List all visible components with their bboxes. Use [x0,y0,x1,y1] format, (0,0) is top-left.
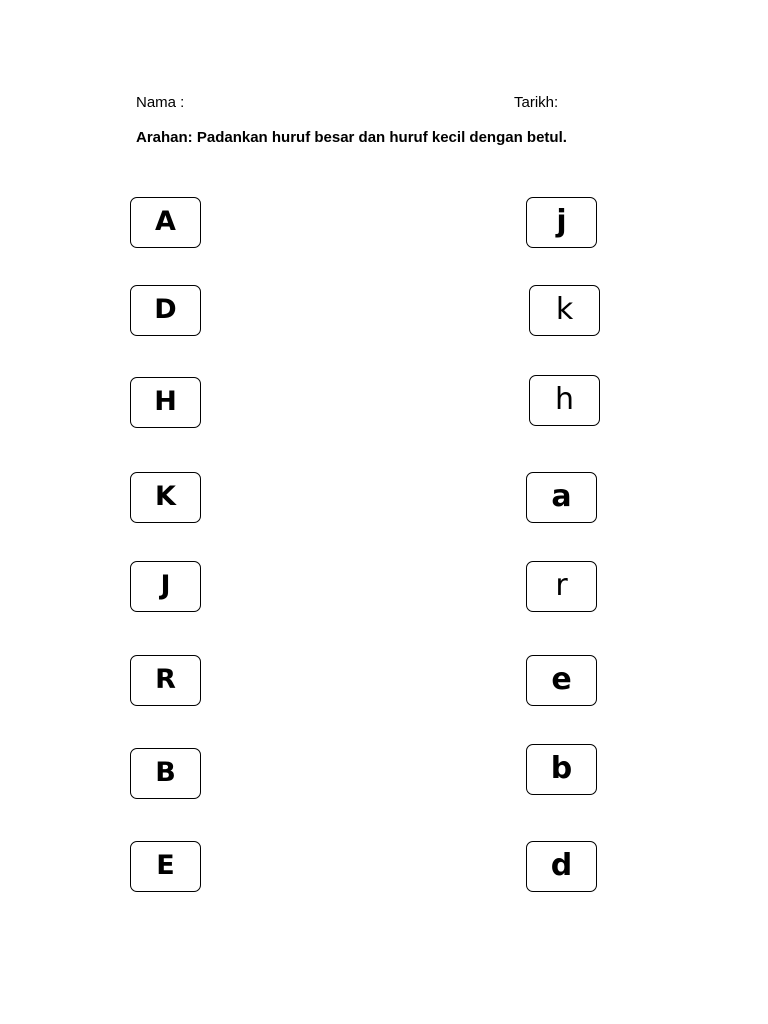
lowercase-box-d[interactable] [526,841,597,892]
lowercase-letter: a [551,478,572,514]
date-label: Tarikh: [514,94,559,111]
lowercase-letter: d [550,847,573,883]
uppercase-box-j[interactable] [130,561,201,612]
uppercase-letter: A [155,206,176,237]
uppercase-letter: H [154,386,177,417]
uppercase-box-r[interactable] [130,655,201,706]
instruction-text: Arahan: Padankan huruf besar dan huruf kecil dengan betul. [136,129,567,146]
lowercase-letter: r [555,567,568,603]
uppercase-box-d[interactable] [130,285,201,336]
lowercase-box-a[interactable] [526,472,597,523]
lowercase-letter: e [551,661,572,697]
uppercase-letter: D [154,294,177,325]
uppercase-letter: J [160,570,171,601]
uppercase-box-h[interactable] [130,377,201,428]
lowercase-letter: j [556,203,567,239]
uppercase-box-b[interactable] [130,748,201,799]
uppercase-box-a[interactable] [130,197,201,248]
lowercase-box-e[interactable] [526,655,597,706]
lowercase-letter: h [554,381,574,417]
lowercase-box-b[interactable] [526,744,597,795]
lowercase-letter: b [550,750,573,786]
uppercase-letter: E [156,850,175,881]
lowercase-box-r[interactable] [526,561,597,612]
name-label: Nama : [136,94,185,111]
uppercase-letter: K [155,481,176,512]
lowercase-box-k[interactable] [529,285,600,336]
uppercase-box-e[interactable] [130,841,201,892]
uppercase-box-k[interactable] [130,472,201,523]
lowercase-box-j[interactable] [526,197,597,248]
uppercase-letter: R [155,664,176,695]
uppercase-letter: B [155,757,176,788]
lowercase-box-h[interactable] [529,375,600,426]
lowercase-letter: k [555,291,574,327]
